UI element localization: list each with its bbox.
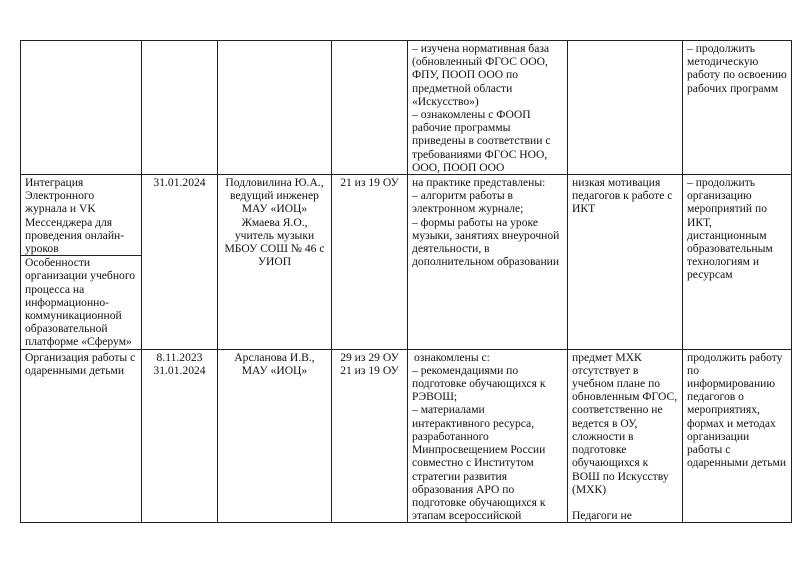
topic-text: Организация работы с одаренными детьми (25, 350, 136, 377)
table-row (21, 41, 792, 175)
problems-cell (568, 349, 683, 523)
next-steps-cell (683, 175, 792, 350)
topic-part-2: Особенности организации учебного процесса на информационно-коммуникационной образовательной платформе «Сферум» (25, 256, 136, 349)
date-cell (142, 175, 218, 350)
result-item: ознакомлены с: (414, 350, 490, 364)
spacer (572, 496, 678, 509)
problem-item: Педагоги не (572, 508, 632, 522)
topic-cell (21, 349, 142, 523)
result-item: на практике представлены: (412, 176, 546, 190)
result-item: – формы работы на уроке музыки, занятиях внеурочной деятельности, в дополнительном образовании (412, 215, 560, 269)
results-cell (408, 349, 568, 523)
problem-item: предмет МХК отсутствует в учебном плане по обновленным ФГОС, соответственно не ведется в ОУ, сложности в подготовке обучающихся к ВОШ по Искусству (МХК) (572, 350, 678, 496)
date-cell (142, 41, 218, 175)
speakers-cell (218, 175, 332, 350)
coverage-value: 29 из 29 ОУ (340, 350, 399, 364)
problem-item: низкая мотивация педагогов к работе с ИКТ (572, 176, 673, 216)
coverage-value: 21 из 19 ОУ (340, 176, 399, 190)
date-value: 31.01.2024 (153, 363, 206, 377)
next-step-item: – продолжить методическую работу по освоению рабочих программ (687, 42, 787, 95)
coverage-cell (332, 175, 408, 350)
problems-cell (568, 41, 683, 175)
results-cell (408, 175, 568, 350)
problems-cell (568, 175, 683, 350)
next-steps-cell (683, 349, 792, 523)
date-value: 8.11.2023 (156, 350, 203, 364)
speaker-item: Арсланова И.В., МАУ «ИОЦ» (234, 350, 315, 377)
results-cell (408, 41, 568, 175)
date-cell (142, 349, 218, 523)
table-row (21, 349, 792, 523)
next-steps-cell (683, 41, 792, 175)
next-step-item: – продолжить организацию мероприятий по ИКТ, дистанционным образовательным технологиям и ресурсам (687, 176, 773, 282)
speakers-cell (218, 41, 332, 175)
next-step-item: продолжить работу по информированию педагогов о мероприятиях, формах и методах организации работы с одаренными детьми (687, 350, 787, 470)
topic-cell (21, 175, 142, 350)
coverage-cell (332, 41, 408, 175)
speaker-item: Подловилина Ю.А., ведущий инженер МАУ «ИОЦ» (225, 176, 324, 216)
coverage-cell (332, 349, 408, 523)
topic-part-1: Интеграция Электронного журнала и VK Мессенджера для проведения онлайн-уроков (21, 175, 141, 256)
result-item: – алгоритм работы в электронном журнале; (412, 189, 524, 216)
result-item: – изучена нормативная база (обновленный ФГОС ООО, ФПУ, ПООП ООО по предметной области «Искусство») (412, 42, 550, 108)
result-item: – материалами интерактивного ресурса, разработанного Минпросвещением России совместно с Институтом стратегии развития образования АРО по подготовке обучающихся к этапам всероссийской (412, 403, 546, 523)
table-row (21, 175, 792, 350)
result-item: – ознакомлены с ФООП рабочие программы приведены в соответствии с требованиями ФГОС НОО, ООО, ПООП ООО (412, 108, 551, 174)
speakers-cell (218, 349, 332, 523)
report-table (20, 40, 792, 523)
date-value: 31.01.2024 (153, 176, 206, 190)
coverage-value: 21 из 19 ОУ (340, 363, 399, 377)
topic-cell (21, 41, 142, 175)
result-item: – рекомендациями по подготовке обучающихся к РЭВОШ; (412, 363, 546, 404)
speaker-item: Жмаева Я.О., учитель музыки МБОУ СОШ № 46 с УИОП (224, 215, 325, 269)
